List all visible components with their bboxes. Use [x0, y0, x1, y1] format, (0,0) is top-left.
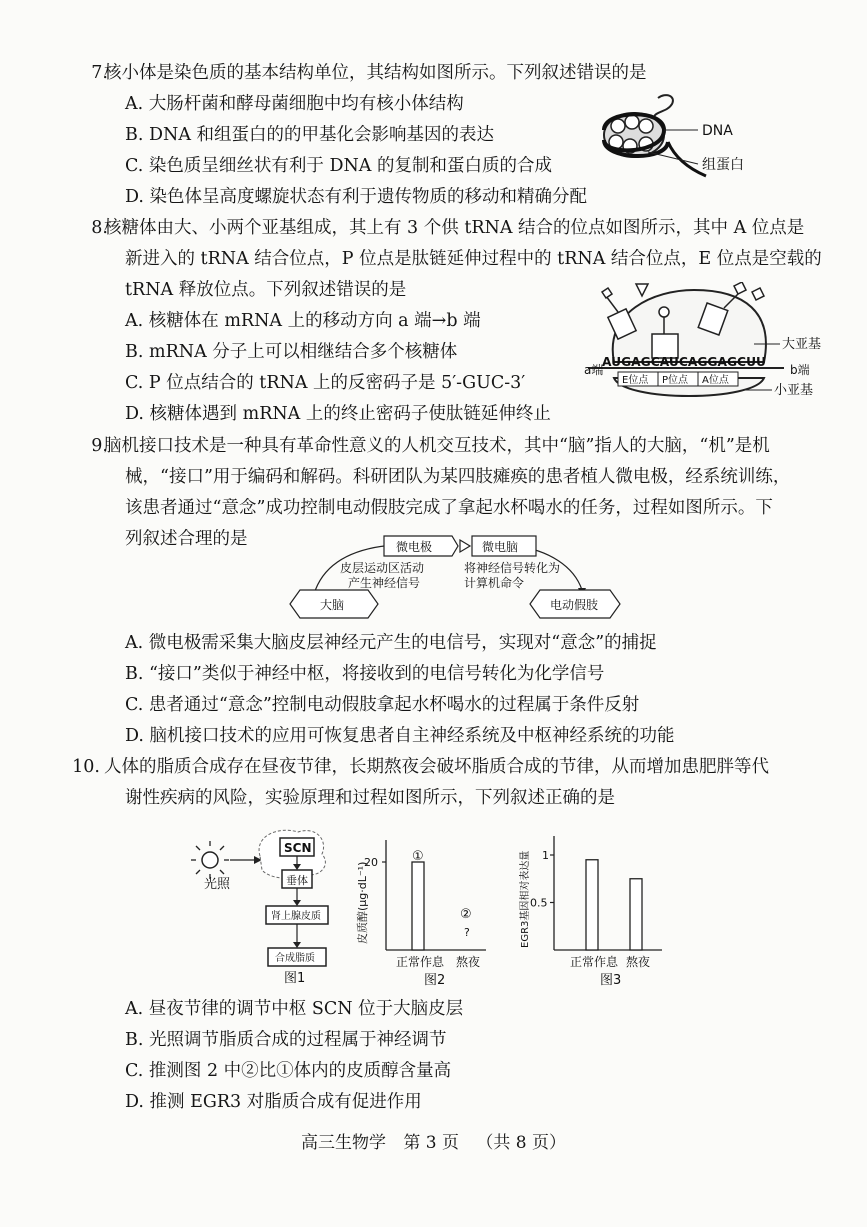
- fig3-bar-1: [586, 860, 598, 950]
- q10-option-b: B. 光照调节脂质合成的过程属于神经调节: [125, 1030, 447, 1050]
- mrna-sequence: AUGAGCAUCAGGAGCUU: [602, 355, 766, 369]
- left-note-1: 皮层运动区活动: [340, 561, 425, 575]
- brain-box: [290, 590, 378, 618]
- small-subunit-label: 小亚基: [774, 383, 814, 398]
- fig3-bar-2: [630, 879, 642, 950]
- electrode-box: [384, 536, 458, 556]
- fig3-tick-label: 0.5: [530, 896, 548, 910]
- bci-flow-figure: [284, 532, 624, 627]
- light-label: 光照: [204, 877, 231, 892]
- q8-option-c: C. P 位点结合的 tRNA 上的反密码子是 5′-GUC-3′: [125, 373, 526, 393]
- q10-option-d: D. 推测 EGR3 对脂质合成有促进作用: [125, 1092, 422, 1112]
- q10-number: 10.: [72, 757, 100, 777]
- q9-option-b: B. “接口”类似于神经中枢，将接收到的电信号转化为化学信号: [125, 664, 605, 684]
- fig2-marker-1: ①: [412, 849, 424, 864]
- adrenal-label: 肾上腺皮质: [271, 911, 321, 922]
- q8-option-d: D. 核糖体遇到 mRNA 上的终止密码子使肽链延伸终止: [125, 404, 551, 424]
- figure-1-caption: 图1: [284, 971, 306, 986]
- fig2-caption: 图2: [424, 973, 446, 988]
- q10-stem-line-2: 谢性疾病的风险，实验原理和过程如图所示，下列叙述正确的是: [125, 788, 615, 808]
- right-note-1: 将神经信号转化为: [464, 561, 561, 575]
- fig2-cat-2: 熬夜: [456, 955, 481, 969]
- q9-stem-line-1: 9. 脑机接口技术是一种具有革命性意义的人机交互技术，其中“脑”指人的大脑，“机”是机: [104, 435, 770, 457]
- footer-subject: 高三生物学: [300, 1133, 386, 1153]
- left-note-2: 产生神经信号: [348, 576, 421, 590]
- q8-number: 8.: [91, 218, 108, 238]
- large-subunit-outline: [613, 290, 766, 362]
- fig2-question: ?: [464, 926, 470, 939]
- histone-label: 组蛋白: [702, 157, 744, 173]
- q10-option-c: C. 推测图 2 中②比①体内的皮质醇含量高: [125, 1061, 452, 1081]
- svg-text:大脑: 大脑: [320, 598, 345, 612]
- amino-acid-triangle: [636, 284, 648, 296]
- fig3-cat-2: 熬夜: [626, 955, 651, 969]
- q8-option-a: A. 核糖体在 mRNA 上的移动方向 a 端→b 端: [125, 311, 481, 331]
- figure-3-chart: [514, 828, 684, 988]
- q7-number: 7.: [91, 63, 108, 83]
- right-note-2: 计算机命令: [464, 576, 525, 590]
- flow-arrow-icon: [460, 540, 470, 552]
- q9-stem-line-2: 械，“接口”用于编码和解码。科研团队为某四肢瘫痪的患者植人微电极，经系统训练，: [125, 467, 791, 487]
- fig3-cat-1: 正常作息: [570, 955, 619, 969]
- q8-stem-line-2: 新进入的 tRNA 结合位点，P 位点是肽链延伸过程中的 tRNA 结合位点，E 位点是空载的: [125, 249, 822, 269]
- pituitary-label: 垂体: [286, 874, 308, 887]
- figure-1: [188, 826, 338, 986]
- q9-option-c: C. 患者通过“意念”控制电动假肢拿起水杯喝水的过程属于条件反射: [125, 695, 640, 715]
- figure-2-chart: [352, 832, 502, 988]
- q8-option-b: B. mRNA 分子上可以相继结合多个核糖体: [125, 342, 458, 362]
- prosthetic-box: [530, 590, 620, 618]
- q7-option-b: B. DNA 和组蛋白的的甲基化会影响基因的表达: [125, 125, 495, 145]
- footer-page: 第 3 页: [403, 1133, 459, 1153]
- svg-text:微电脑: 微电脑: [482, 540, 519, 554]
- sun-icon: [191, 841, 229, 879]
- nucleosome-figure: [596, 90, 766, 180]
- a-end-label: a端: [584, 363, 604, 377]
- scn-label: SCN: [284, 841, 312, 855]
- large-subunit-label: 大亚基: [782, 337, 822, 352]
- q10-option-a: A. 昼夜节律的调节中枢 SCN 位于大脑皮层: [125, 999, 464, 1019]
- fig2-cat-1: 正常作息: [396, 955, 445, 969]
- q7-stem-line: 7. 核小体是染色质的基本结构单位，其结构如图所示。下列叙述错误的是: [104, 62, 647, 84]
- computer-box: [472, 536, 536, 556]
- p-site-label: P位点: [662, 375, 689, 386]
- fig2-marker-2: ②: [460, 907, 472, 922]
- q7-option-a: A. 大肠杆菌和酵母菌细胞中均有核小体结构: [125, 94, 464, 114]
- q9-option-a: A. 微电极需采集大脑皮层神经元产生的电信号，实现对“意念”的捕捉: [125, 633, 657, 653]
- fig2-tick-label-20: 20: [364, 856, 378, 869]
- fig2-ylabel: 皮质醇(μg·dL⁻¹): [356, 861, 369, 944]
- q9-stem-line-3: 该患者通过“意念”成功控制电动假肢完成了拿起水杯喝水的任务，过程如图所示。下: [125, 498, 773, 518]
- synthesis-label: 合成脂质: [275, 953, 315, 964]
- b-end-label: b端: [790, 363, 810, 377]
- q9-option-d: D. 脑机接口技术的应用可恢复患者自主神经系统及中枢神经系统的功能: [125, 726, 675, 746]
- fig3-caption: 图3: [600, 973, 622, 988]
- q7-option-d: D. 染色体呈高度螺旋状态有利于遗传物质的移动和精确分配: [125, 187, 588, 207]
- q9-stem-line-4: 列叙述合理的是: [125, 529, 248, 549]
- q8-stem-line-1: 8. 核糖体由大、小两个亚基组成，其上有 3 个供 tRNA 结合的位点如图所示，其中 A 位点是: [104, 217, 804, 239]
- q8-stem-line-3: tRNA 释放位点。下列叙述错误的是: [125, 280, 407, 300]
- q9-number: 9.: [91, 436, 108, 456]
- svg-text:电动假肢: 电动假肢: [550, 598, 599, 612]
- ribosome-figure: [584, 282, 824, 412]
- fig3-tick-label: 1: [542, 849, 549, 862]
- e-site-label: E位点: [622, 375, 649, 386]
- fig2-bar-1: [412, 862, 424, 950]
- fig3-ylabel: EGR3基因相对表达量: [520, 850, 531, 948]
- page-footer: [0, 1128, 867, 1153]
- svg-text:微电极: 微电极: [396, 540, 433, 554]
- footer-total: （共 8 页）: [476, 1133, 567, 1153]
- q7-option-c: C. 染色质呈细丝状有利于 DNA 的复制和蛋白质的合成: [125, 156, 552, 176]
- a-site-label: A位点: [702, 375, 729, 386]
- dna-label: DNA: [702, 123, 733, 139]
- q10-stem-line-1: 10. 人体的脂质合成存在昼夜节律，长期熬夜会破坏脂质合成的节律，从而增加患肥胖等代: [98, 756, 769, 778]
